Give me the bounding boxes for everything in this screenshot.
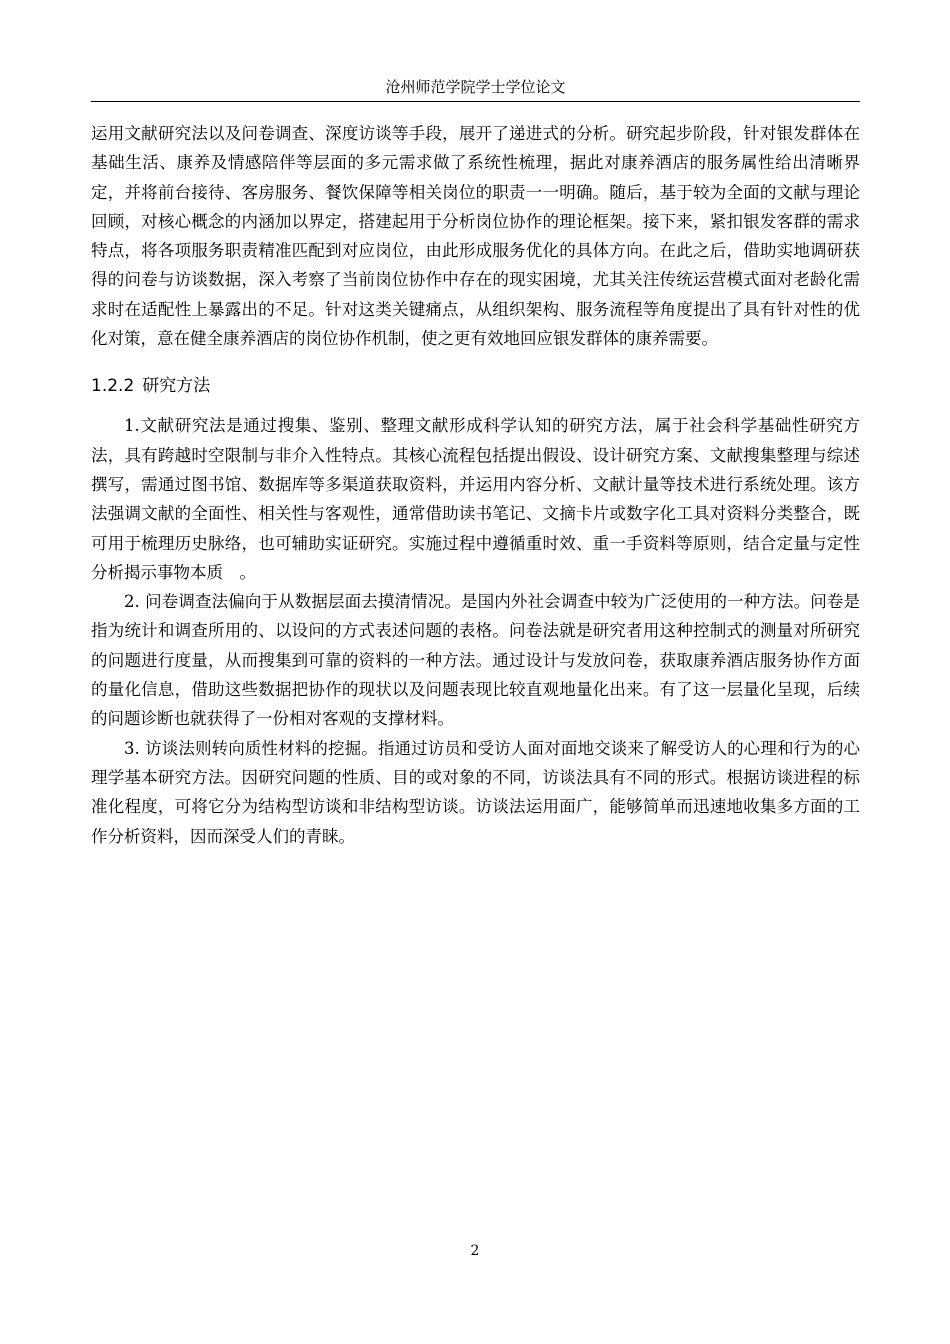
- paragraph-questionnaire-method: 2. 问卷调查法偏向于从数据层面去摸清情况。是国内外社会调查中较为广泛使用的一种方法。问卷是指为统计和调查所用的、以设问的方式表述问题的表格。问卷法就是研究者用这种控制式的测量对所研究的问题进行度量，从而搜集到可靠的资料的一种方法。通过设计与发放问卷，获取康养酒店服务协作方面的量化信息，借助这些数据把协作的现状以及问题表现比较直观地量化出来。有了这一层量化呈现，后续的问题诊断也就获得了一份相对客观的支撑材料。: [91, 592, 860, 729]
- running-header: 沧州师范学院学士学位论文: [385, 78, 566, 96]
- intro-paragraph: 运用文献研究法以及问卷调查、深度访谈等手段，展开了递进式的分析。研究起步阶段，针对银发群体在基础生活、康养及情感陪伴等层面的多元需求做了系统性梳理，据此对康养酒店的服务属性给出清晰界定，并将前台接待、客房服务、餐饮保障等相关岗位的职责一一明确。随后，基于较为全面的文献与理论回顾，对核心概念的内涵加以界定，搭建起用于分析岗位协作的理论框架。接下来，紧扣银发客群的需求特点，将各项服务职责精准匹配到对应岗位，由此形成服务优化的具体方向。在此之后，借助实地调研获得的问卷与访谈数据，深入考察了当前岗位协作中存在的现实困境，尤其关注传统运营模式面对老龄化需求时在适配性上暴露出的不足。针对这类关键痛点，从组织架构、服务流程等角度提出了具有针对性的优化对策，意在健全康养酒店的岗位协作机制，使之更有效地回应银发群体的康养需要。: [91, 124, 860, 349]
- paragraph-literature-method: 1.文献研究法是通过搜集、鉴别、整理文献形成科学认知的研究方法，属于社会科学基础性研究方法，具有跨越时空限制与非介入性特点。其核心流程包括提出假设、设计研究方案、文献搜集整理与综述撰写，需通过图书馆、数据库等多渠道获取资料，并运用内容分析、文献计量等技术进行系统处理。该方法强调文献的全面性、相关性与客观性，通常借助读书笔记、文摘卡片或数字化工具对资料分类整合，既可用于梳理历史脉络，也可辅助实证研究。实施过程中遵循重时效、重一手资料等原则，结合定量与定性分析揭示事物本质 。: [91, 416, 860, 582]
- section-title: 研究方法: [142, 376, 211, 397]
- header-rule: [91, 101, 860, 102]
- page-number: 2: [470, 1243, 480, 1259]
- section-number: 1.2.2: [91, 376, 135, 397]
- document-body: [91, 119, 860, 851]
- paragraph-interview-method: 3. 访谈法则转向质性材料的挖掘。指通过访员和受访人面对面地交谈来了解受访人的心理和行为的心理学基本研究方法。因研究问题的性质、目的或对象的不同，访谈法具有不同的形式。根据访谈进程的标准化程度，可将它分为结构型访谈和非结构型访谈。访谈法运用面广，能够简单而迅速地收集多方面的工作分析资料，因而深受人们的青睐。: [91, 738, 860, 846]
- section-heading: [91, 371, 860, 401]
